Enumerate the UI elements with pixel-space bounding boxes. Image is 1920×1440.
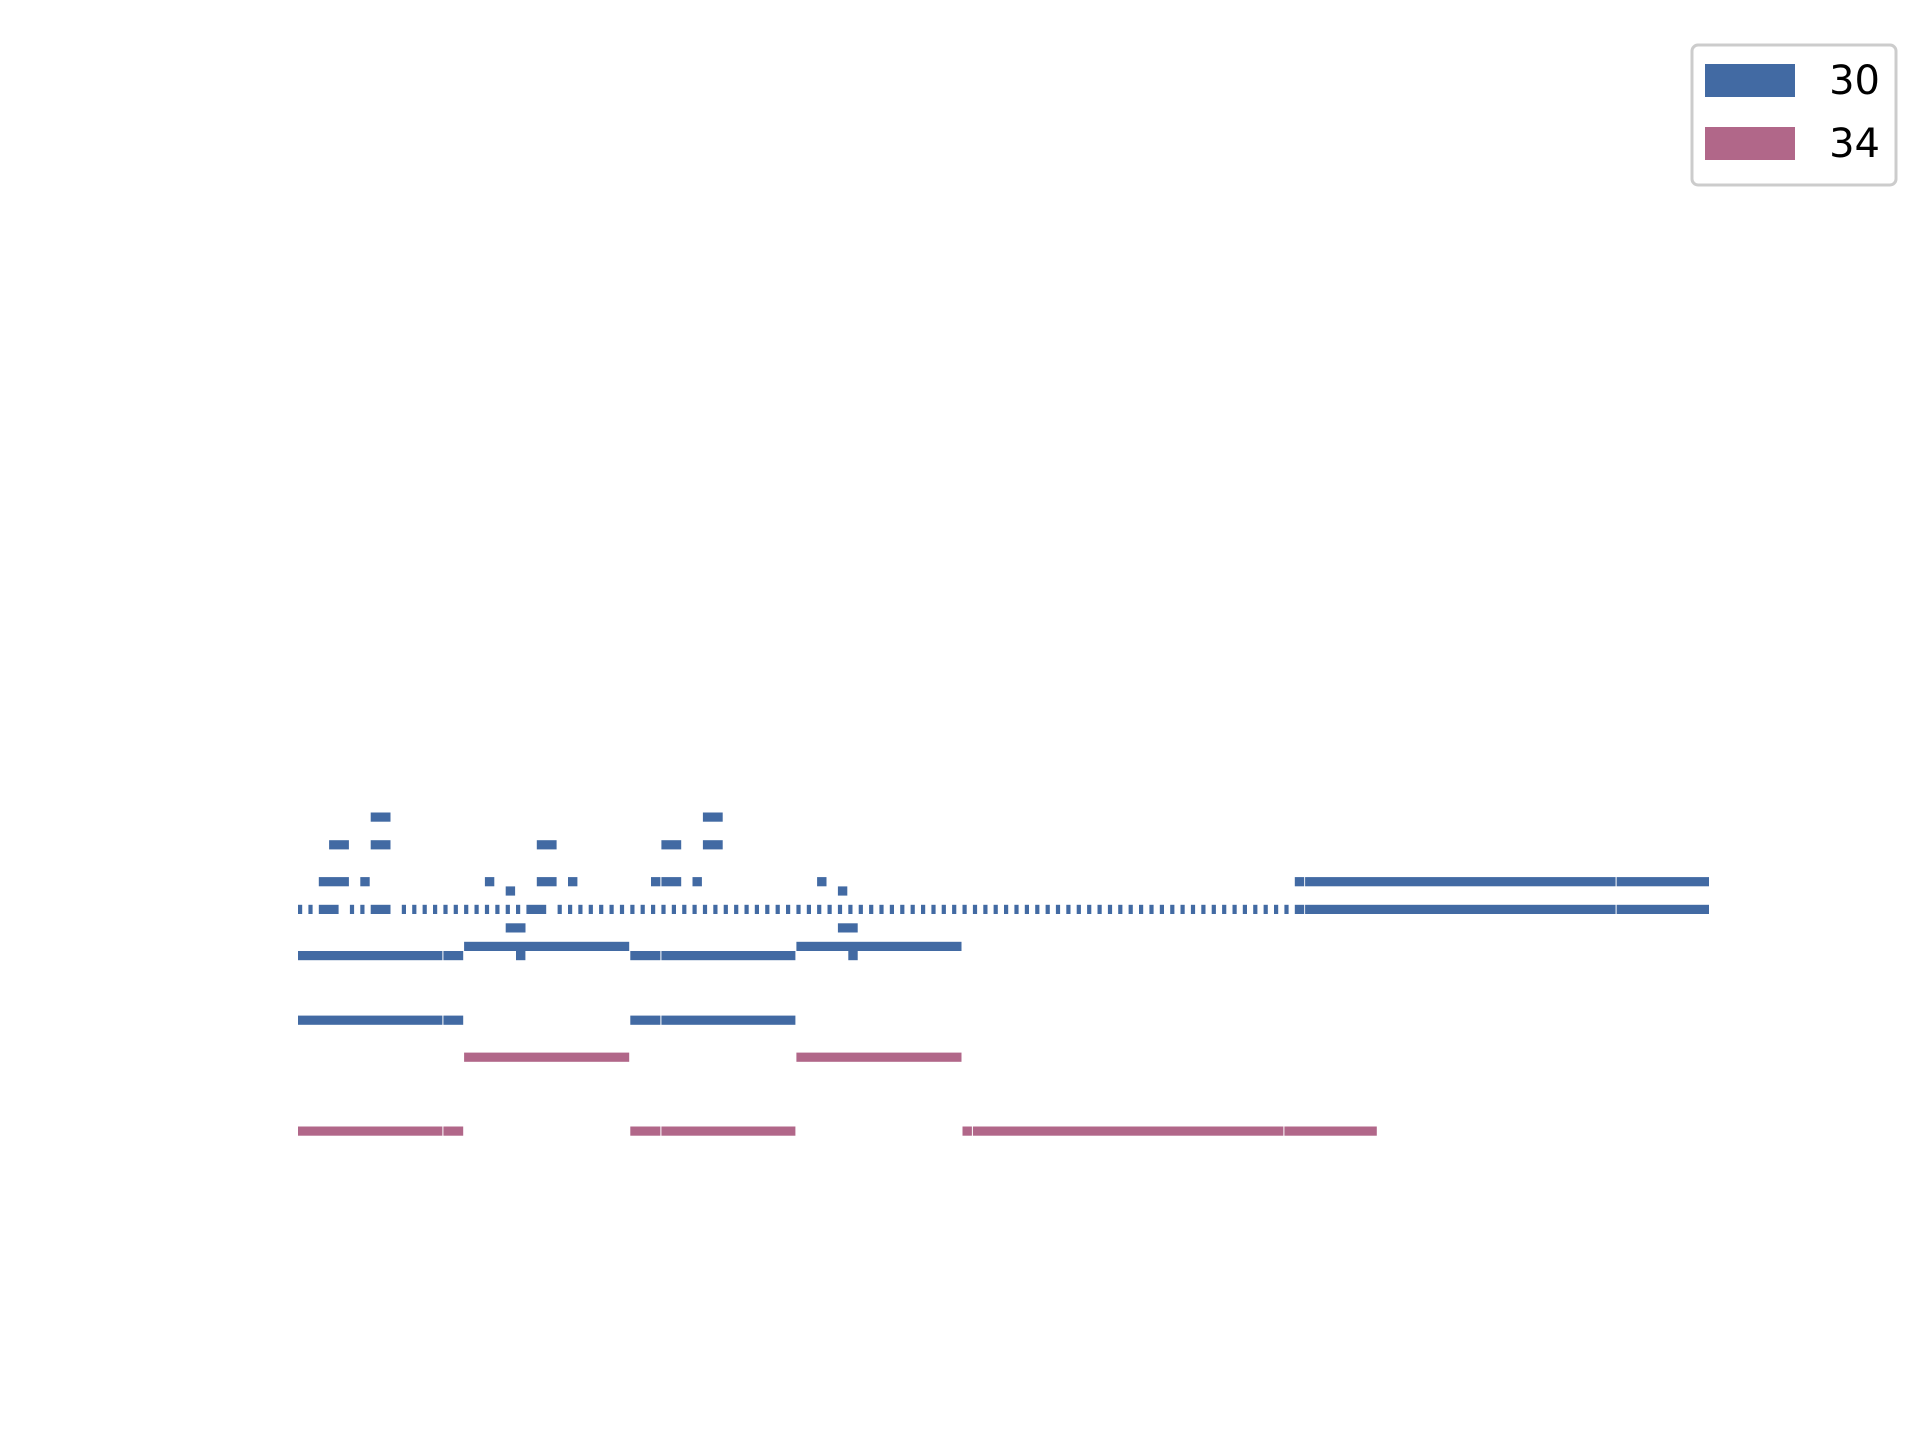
note-30	[433, 905, 437, 914]
note-30	[952, 905, 956, 914]
note-30	[1046, 905, 1050, 914]
note-30	[661, 1016, 795, 1025]
note-30	[703, 813, 723, 822]
note-30	[558, 905, 562, 914]
note-30	[1170, 905, 1174, 914]
note-30	[859, 905, 863, 914]
note-30	[506, 905, 510, 914]
note-30	[879, 905, 883, 914]
note-34	[443, 1127, 463, 1136]
note-30	[1035, 905, 1039, 914]
note-30	[693, 877, 702, 886]
note-30	[755, 905, 759, 914]
note-30	[817, 877, 826, 886]
note-30	[734, 905, 738, 914]
note-30	[1087, 905, 1091, 914]
note-30	[1212, 905, 1216, 914]
note-30	[475, 905, 479, 914]
note-30	[1284, 905, 1288, 914]
note-30	[537, 877, 557, 886]
note-34	[1284, 1127, 1376, 1136]
note-30	[371, 840, 391, 849]
note-30	[838, 923, 858, 932]
note-30	[537, 840, 557, 849]
note-30	[308, 905, 312, 914]
note-30	[1108, 905, 1112, 914]
note-30	[661, 877, 681, 886]
note-30	[495, 905, 499, 914]
note-30	[973, 905, 977, 914]
note-30	[464, 942, 629, 951]
note-30	[765, 905, 769, 914]
note-30	[1264, 905, 1268, 914]
note-30	[807, 905, 811, 914]
note-30	[1056, 905, 1060, 914]
note-30	[443, 905, 447, 914]
note-30	[578, 905, 582, 914]
note-30	[423, 905, 427, 914]
note-30	[776, 905, 780, 914]
note-30	[329, 840, 349, 849]
note-30	[506, 923, 526, 932]
note-30	[319, 905, 339, 914]
note-30	[443, 951, 463, 960]
note-30	[890, 905, 894, 914]
note-30	[1305, 905, 1616, 914]
note-30	[786, 905, 790, 914]
note-30	[693, 905, 697, 914]
note-30	[838, 886, 847, 895]
note-34	[630, 1127, 660, 1136]
note-30	[485, 877, 494, 886]
note-30	[651, 877, 660, 886]
note-30	[360, 905, 364, 914]
note-30	[516, 951, 525, 960]
note-30	[1201, 905, 1205, 914]
note-30	[1617, 905, 1709, 914]
note-30	[713, 905, 717, 914]
note-30	[796, 905, 800, 914]
note-30	[1233, 905, 1237, 914]
note-30	[641, 905, 645, 914]
note-30	[921, 905, 925, 914]
note-30	[371, 905, 391, 914]
note-30	[848, 905, 852, 914]
note-30	[963, 905, 967, 914]
note-30	[298, 1016, 442, 1025]
note-30	[630, 905, 634, 914]
note-30	[848, 951, 857, 960]
note-30	[703, 840, 723, 849]
note-30	[454, 905, 458, 914]
note-30	[589, 905, 593, 914]
note-30	[526, 905, 546, 914]
legend-swatch-30	[1705, 64, 1795, 97]
note-30	[672, 905, 676, 914]
note-30	[745, 905, 749, 914]
note-30	[1129, 905, 1133, 914]
note-30	[983, 905, 987, 914]
note-30	[1066, 905, 1070, 914]
note-30	[942, 905, 946, 914]
note-34	[298, 1127, 442, 1136]
note-30	[568, 877, 577, 886]
note-30	[402, 905, 406, 914]
note-30	[319, 877, 349, 886]
note-30	[360, 877, 369, 886]
note-30	[703, 905, 707, 914]
note-30	[298, 905, 302, 914]
note-30	[911, 905, 915, 914]
note-30	[1617, 877, 1709, 886]
note-30	[1077, 905, 1081, 914]
note-30	[796, 942, 961, 951]
note-30	[464, 905, 468, 914]
note-30	[1160, 905, 1164, 914]
note-30	[1295, 905, 1304, 914]
note-30	[651, 905, 655, 914]
note-30	[1004, 905, 1008, 914]
note-30	[931, 905, 935, 914]
note-30	[661, 905, 665, 914]
note-30	[568, 905, 572, 914]
note-30	[371, 813, 391, 822]
legend-label-34: 34	[1829, 121, 1880, 167]
legend-label-30: 30	[1829, 58, 1880, 104]
note-30	[630, 1016, 660, 1025]
note-30	[298, 951, 442, 960]
note-30	[1305, 877, 1616, 886]
note-30	[1222, 905, 1226, 914]
note-30	[838, 905, 842, 914]
note-30	[1253, 905, 1257, 914]
note-30	[1118, 905, 1122, 914]
note-30	[1274, 905, 1278, 914]
note-30	[620, 905, 624, 914]
note-30	[682, 905, 686, 914]
note-30	[724, 905, 728, 914]
note-30	[610, 905, 614, 914]
note-34	[973, 1127, 1284, 1136]
note-30	[828, 905, 832, 914]
note-34	[963, 1127, 972, 1136]
note-30	[1191, 905, 1195, 914]
legend-swatch-34	[1705, 127, 1795, 160]
note-30	[900, 905, 904, 914]
note-30	[1014, 905, 1018, 914]
note-30	[350, 905, 354, 914]
note-30	[869, 905, 873, 914]
note-30	[443, 1016, 463, 1025]
note-30	[506, 886, 515, 895]
note-30	[1139, 905, 1143, 914]
note-30	[1181, 905, 1185, 914]
note-30	[1025, 905, 1029, 914]
note-30	[1149, 905, 1153, 914]
note-34	[796, 1053, 961, 1062]
note-34	[661, 1127, 795, 1136]
note-30	[412, 905, 416, 914]
note-30	[661, 951, 795, 960]
note-30	[994, 905, 998, 914]
note-30	[817, 905, 821, 914]
note-30	[516, 905, 520, 914]
note-34	[464, 1053, 629, 1062]
note-30	[630, 951, 660, 960]
note-30	[1098, 905, 1102, 914]
note-30	[485, 905, 489, 914]
note-30	[661, 840, 681, 849]
note-30	[1243, 905, 1247, 914]
legend	[1692, 45, 1896, 185]
note-30	[1295, 877, 1304, 886]
note-30	[599, 905, 603, 914]
